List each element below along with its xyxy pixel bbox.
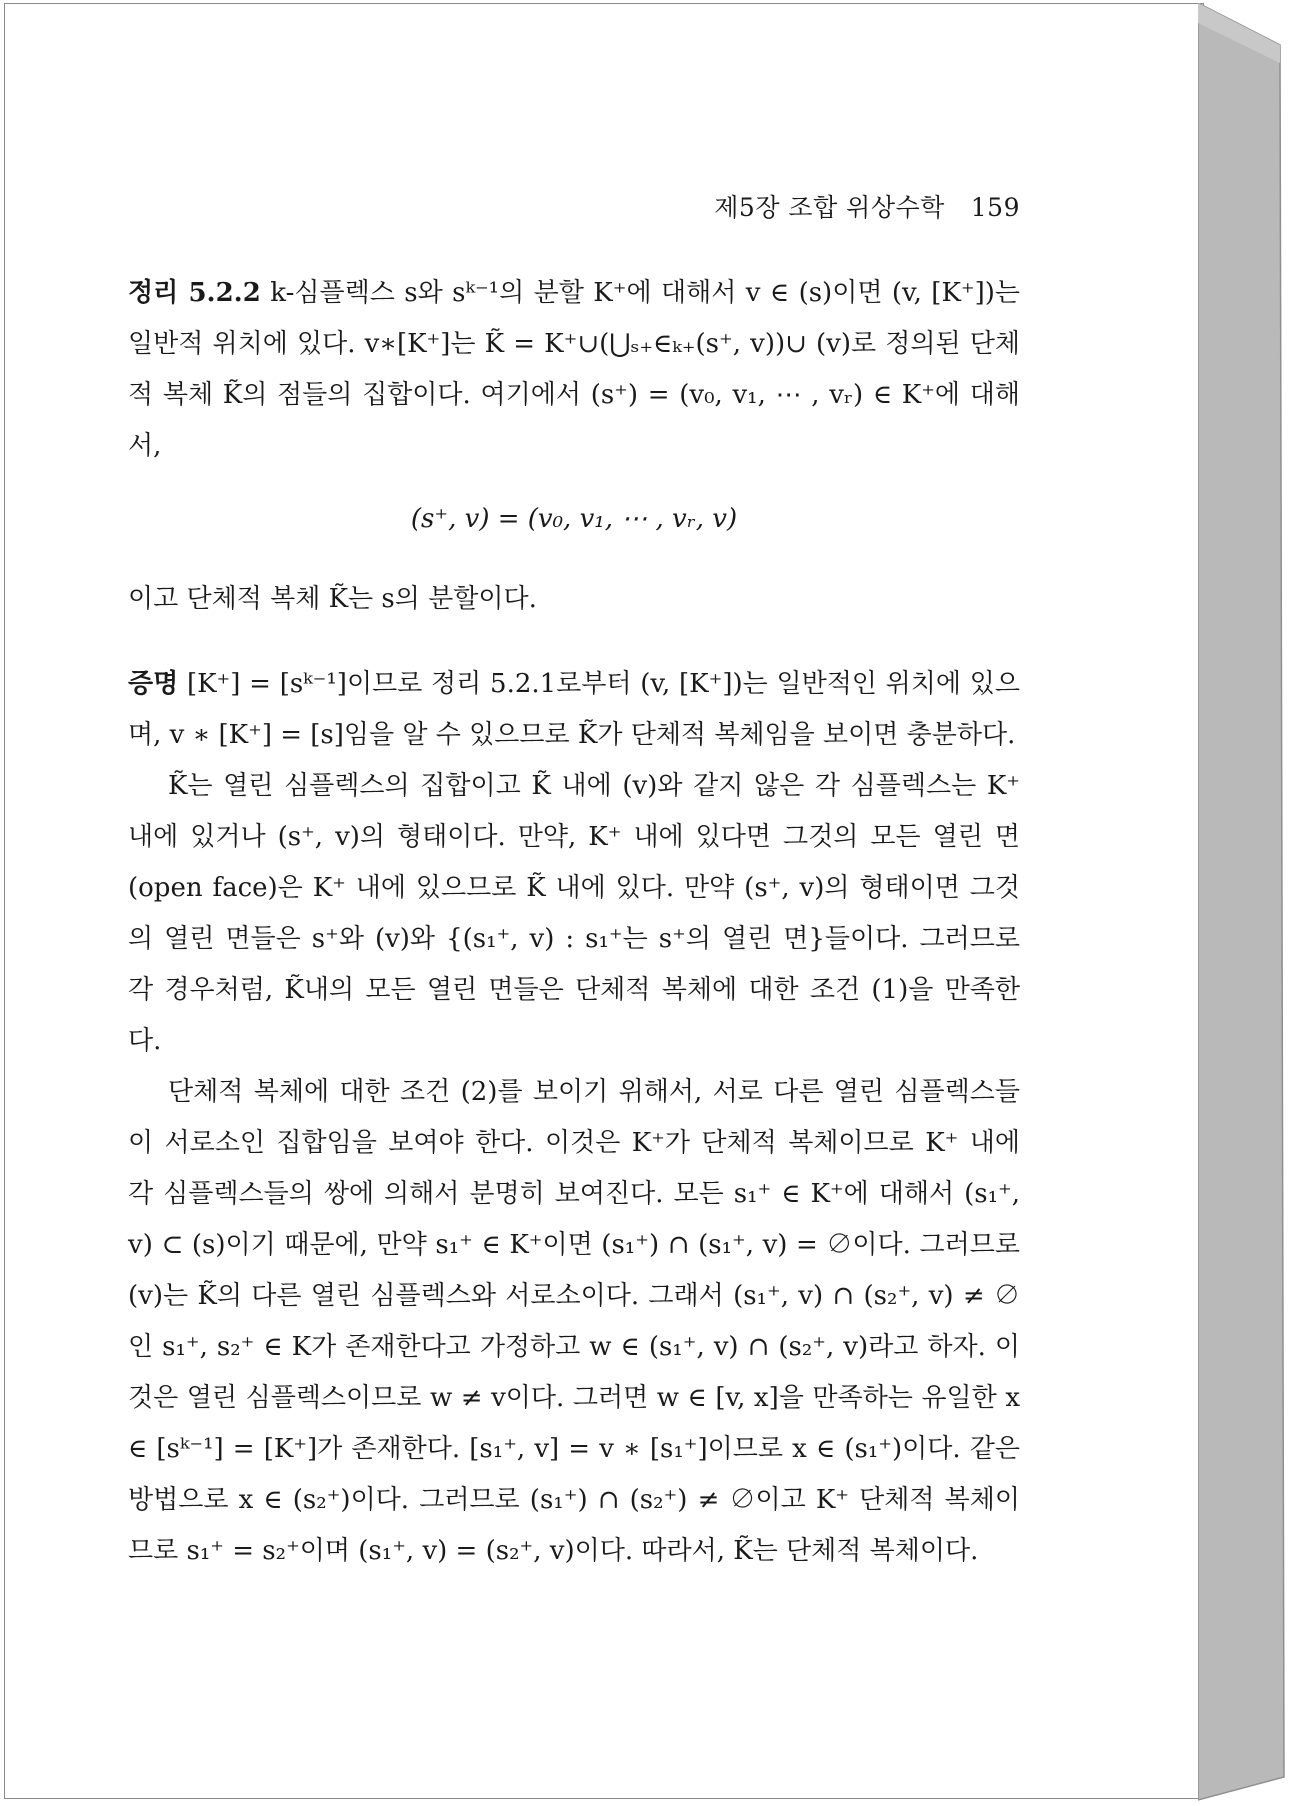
proof-label: 증명	[128, 669, 179, 699]
proof-paragraph-2: K̃는 열린 심플렉스의 집합이고 K̃ 내에 (v)와 같지 않은 각 심플렉스는 K⁺ 내에 있거나 (s⁺, v)의 형태이다. 만약, K⁺ 내에 있다면 그것의 모든 열린 면(open face)은 K⁺ 내에 있으므로 K̃ 내에 있다. 만약 (s⁺, v)의 형태이면 그것의 열린 면들은 s⁺와 (v)와 {(s₁⁺, v) : s₁⁺는 s⁺의 열린 면}들이다. 그러므로 각 경우처럼, K̃내의 모든 열린 면들은 단체적 복체에 대한 조건 (1)을 만족한다.	[128, 771, 1020, 1056]
chapter-title: 제5장 조합 위상수학	[714, 193, 945, 222]
page-edge-shading	[1198, 3, 1291, 1803]
proof-text-1: [K⁺] = [sᵏ⁻¹]이므로 정리 5.2.1로부터 (v, [K⁺])는 일반적인 위치에 있으며, v ∗ [K⁺] = [s]임을 알 수 있으므로 K̃가 단체적 복체임을 보이면 충분하다.	[128, 669, 1020, 750]
display-equation: (s⁺, v) = (v₀, v₁, ⋯ , vᵣ, v)	[410, 504, 738, 534]
running-head	[128, 188, 1020, 224]
page-content	[128, 188, 1020, 1577]
theorem-paragraph	[128, 268, 1020, 472]
section-gap	[128, 625, 1020, 659]
proof-paragraph-3: 단체적 복체에 대한 조건 (2)를 보이기 위해서, 서로 다른 열린 심플렉스들이 서로소인 집합임을 보여야 한다. 이것은 K⁺가 단체적 복체이므로 K⁺ 내에 각 심플렉스들의 쌍에 의해서 분명히 보여진다. 모든 s₁⁺ ∈ K⁺에 대해서 (s₁⁺, v) ⊂ (s)이기 때문에, 만약 s₁⁺ ∈ K⁺이면 (s₁⁺) ∩ (s₁⁺, v) = ∅이다. 그러므로 (v)는 K̃의 다른 열린 심플렉스와 서로소이다. 그래서 (s₁⁺, v) ∩ (s₂⁺, v) ≠ ∅인 s₁⁺, s₂⁺ ∈ K가 존재한다고 가정하고 w ∈ (s₁⁺, v) ∩ (s₂⁺, v)라고 하자. 이것은 열린 심플렉스이므로 w ≠ v이다. 그러면 w ∈ [v, x]을 만족하는 유일한 x ∈ [sᵏ⁻¹] = [K⁺]가 존재한다. [s₁⁺, v] = v ∗ [s₁⁺]이므로 x ∈ (s₁⁺)이다. 같은 방법으로 x ∈ (s₂⁺)이다. 그러므로 (s₁⁺) ∩ (s₂⁺) ≠ ∅이고 K⁺ 단체적 복체이므로 s₁⁺ = s₂⁺이며 (s₁⁺, v) = (s₂⁺, v)이다. 따라서, K̃는 단체적 복체이다.	[128, 1077, 1020, 1566]
theorem-conclusion: 이고 단체적 복체 K̃는 s의 분할이다.	[128, 584, 537, 614]
page-number: 159	[970, 193, 1020, 222]
theorem-label: 정리 5.2.2	[128, 278, 261, 308]
proof-paragraph-1	[128, 659, 1020, 761]
theorem-statement: k-심플렉스 s와 sᵏ⁻¹의 분할 K⁺에 대해서 v ∈ (s)이면 (v, [K⁺])는 일반적 위치에 있다. v∗[K⁺]는 K̃ = K⁺∪(⋃ₛ₊∈ₖ₊(s⁺, v))∪ (v)로 정의된 단체적 복체 K̃의 점들의 집합이다. 여기에서 (s⁺) = (v₀, v₁, ⋯ , vᵣ) ∈ K⁺에 대해서,	[128, 278, 1020, 461]
